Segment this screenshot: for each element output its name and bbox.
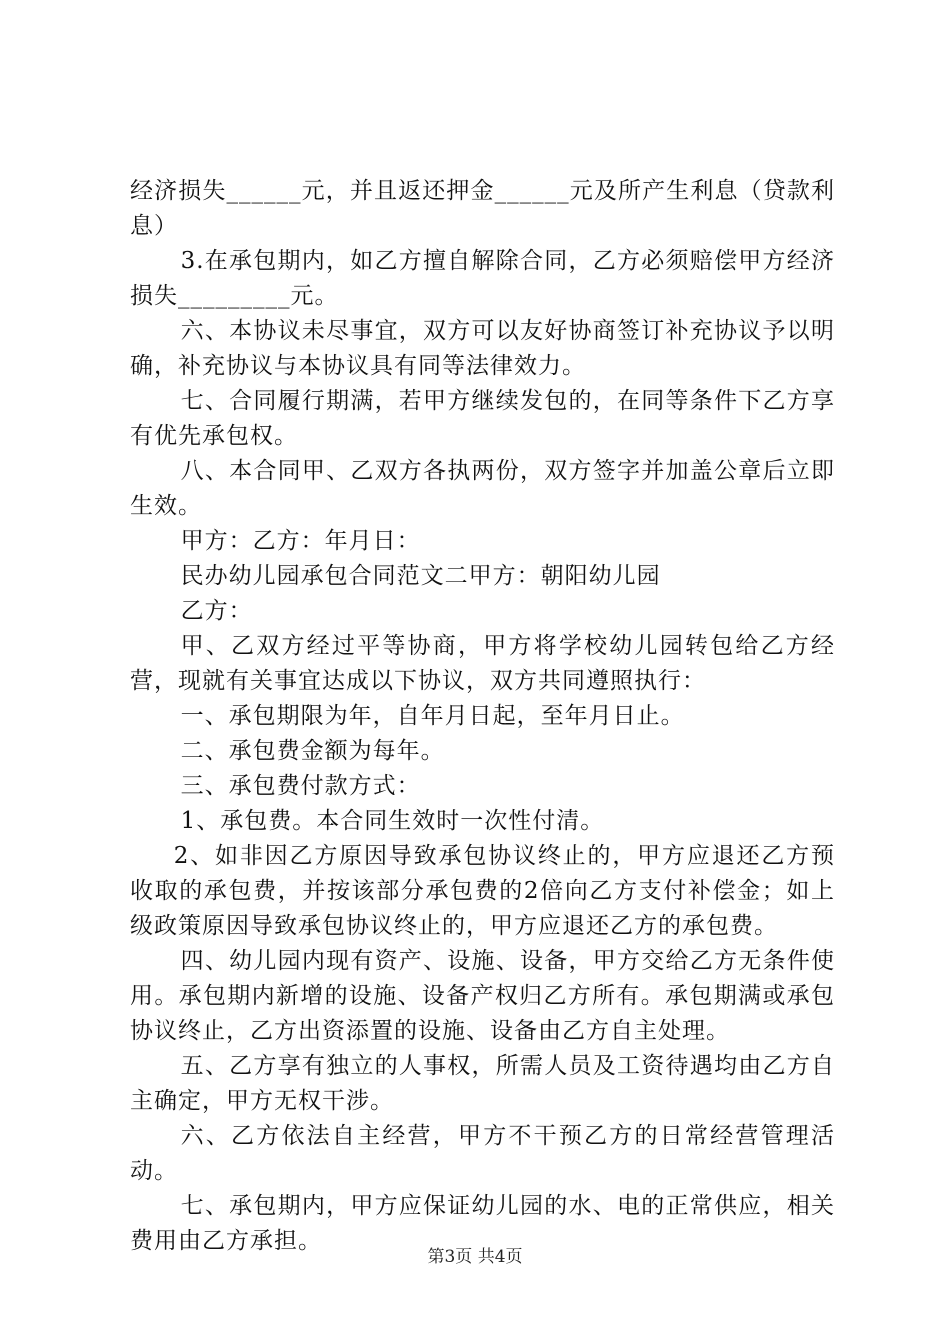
page-number-footer: 第3页 共4页: [427, 1247, 523, 1267]
paragraph-fee-amount: 二、承包费金额为每年。: [180, 738, 445, 764]
paragraph-operation: 六、乙方依法自主经营，甲方不干预乙方的日常经营管理活动。: [130, 1123, 835, 1184]
paragraph-payment-method: 三、承包费付款方式：: [180, 773, 421, 799]
paragraph-article-6: 六、本协议未尽事宜，双方可以友好协商签订补充协议予以明确，补充协议与本协议具有同等法律效力。: [130, 318, 835, 379]
paragraph-article-7: 七、合同履行期满，若甲方继续发包的，在同等条件下乙方享有优先承包权。: [130, 388, 835, 449]
paragraph-loss-continuation: 经济损失______元，并且返还押金______元及所产生利息（贷款利息）: [130, 178, 835, 239]
paragraph-preamble: 甲、乙双方经过平等协商，甲方将学校幼儿园转包给乙方经营，现就有关事宜达成以下协议，双方共同遵照执行：: [130, 633, 835, 694]
paragraph-payment-2: 2、如非因乙方原因导致承包协议终止的，甲方应退还乙方预收取的承包费，并按该部分承包费的2倍向乙方支付补偿金；如上级政策原因导致承包协议终止的，甲方应退还乙方的承包费。: [130, 843, 835, 939]
paragraph-payment-1: 1、承包费。本合同生效时一次性付清。: [180, 808, 605, 834]
paragraph-clause-3: 3.在承包期内，如乙方擅自解除合同，乙方必须赔偿甲方经济损失_________元。: [130, 248, 835, 309]
paragraph-assets: 四、幼儿园内现有资产、设施、设备，甲方交给乙方无条件使用。承包期内新增的设施、设备产权归乙方所有。承包期满或承包协议终止，乙方出资添置的设施、设备由乙方自主处理。: [130, 948, 835, 1044]
paragraph-utilities: 七、承包期内，甲方应保证幼儿园的水、电的正常供应，相关费用由乙方承担。: [130, 1193, 835, 1254]
paragraph-article-8: 八、本合同甲、乙双方各执两份，双方签字并加盖公章后立即生效。: [130, 458, 835, 519]
signature-line: 甲方：乙方：年月日：: [180, 528, 421, 554]
paragraph-term: 一、承包期限为年，自年月日起，至年月日止。: [180, 703, 685, 729]
paragraph-personnel: 五、乙方享有独立的人事权，所需人员及工资待遇均由乙方自主确定，甲方无权干涉。: [130, 1053, 835, 1114]
document-body: [130, 174, 835, 1259]
section-title-sample-two: 民办幼儿园承包合同范文二甲方：朝阳幼儿园: [180, 563, 661, 589]
party-b-line: 乙方：: [180, 598, 253, 624]
